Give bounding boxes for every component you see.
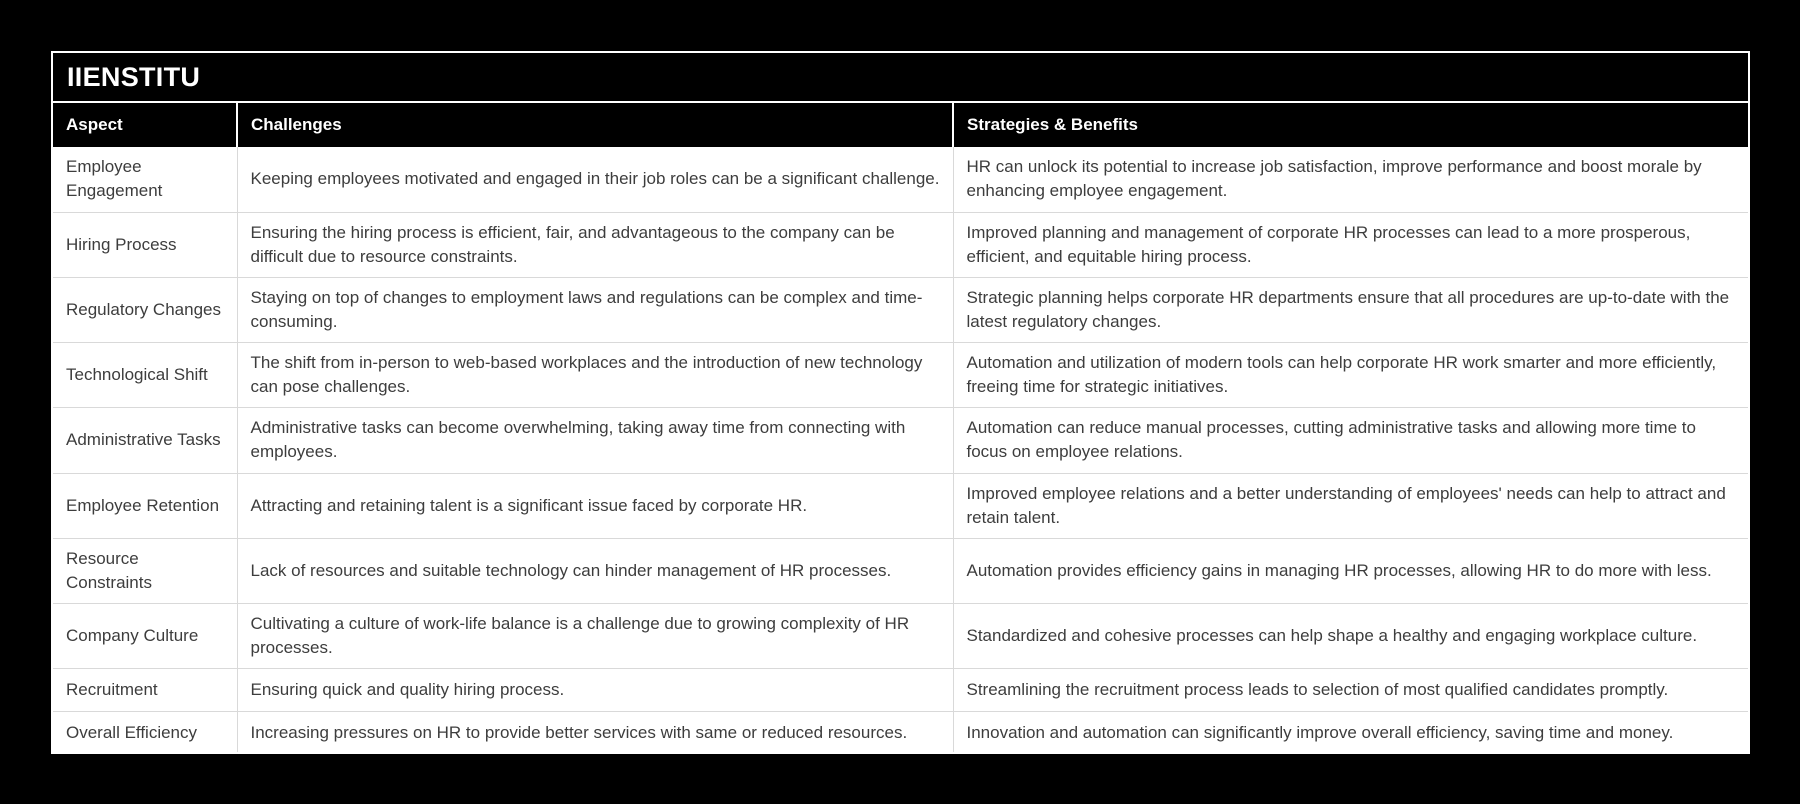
table-header: [53, 103, 1748, 147]
table-row: [53, 604, 1748, 669]
aspect-cell: Overall Efficiency: [53, 712, 237, 754]
table-row: [53, 212, 1748, 277]
strategy-cell: Standardized and cohesive processes can help shape a healthy and engaging workplace culture.: [953, 604, 1748, 669]
challenge-cell: Attracting and retaining talent is a significant issue faced by corporate HR.: [237, 473, 953, 538]
strategy-cell: Improved planning and management of corporate HR processes can lead to a more prosperous, efficient, and equitable hiring process.: [953, 212, 1748, 277]
title-band: [53, 53, 1748, 103]
aspect-cell: Employee Engagement: [53, 147, 237, 212]
column-header-strategies: Strategies & Benefits: [953, 103, 1748, 147]
table-row: [53, 538, 1748, 603]
strategy-cell: Innovation and automation can significantly improve overall efficiency, saving time and money.: [953, 712, 1748, 754]
table-row: [53, 712, 1748, 754]
table-row: [53, 669, 1748, 712]
column-header-aspect: Aspect: [53, 103, 237, 147]
column-header-challenges: Challenges: [237, 103, 953, 147]
page-title: IIENSTITU: [67, 61, 201, 92]
aspect-cell: Technological Shift: [53, 343, 237, 408]
header-row: [53, 103, 1748, 147]
aspect-cell: Company Culture: [53, 604, 237, 669]
table-body: [53, 147, 1748, 754]
table-row: [53, 473, 1748, 538]
strategy-cell: Streamlining the recruitment process leads to selection of most qualified candidates promptly.: [953, 669, 1748, 712]
challenge-cell: Increasing pressures on HR to provide better services with same or reduced resources.: [237, 712, 953, 754]
challenge-cell: Cultivating a culture of work-life balance is a challenge due to growing complexity of HR processes.: [237, 604, 953, 669]
aspect-cell: Resource Constraints: [53, 538, 237, 603]
challenge-cell: Administrative tasks can become overwhelming, taking away time from connecting with employees.: [237, 408, 953, 473]
strategy-cell: Improved employee relations and a better understanding of employees' needs can help to attract and retain talent.: [953, 473, 1748, 538]
aspect-cell: Regulatory Changes: [53, 277, 237, 342]
strategy-cell: Automation provides efficiency gains in managing HR processes, allowing HR to do more with less.: [953, 538, 1748, 603]
aspect-cell: Employee Retention: [53, 473, 237, 538]
challenge-cell: Ensuring the hiring process is efficient, fair, and advantageous to the company can be difficult due to resource constraints.: [237, 212, 953, 277]
strategy-cell: HR can unlock its potential to increase job satisfaction, improve performance and boost morale by enhancing employee engagement.: [953, 147, 1748, 212]
challenge-cell: The shift from in-person to web-based workplaces and the introduction of new technology can pose challenges.: [237, 343, 953, 408]
table-row: [53, 343, 1748, 408]
table-row: [53, 277, 1748, 342]
table-card: [51, 51, 1750, 754]
aspect-cell: Administrative Tasks: [53, 408, 237, 473]
hr-challenges-table: [53, 103, 1748, 754]
aspect-cell: Hiring Process: [53, 212, 237, 277]
strategy-cell: Strategic planning helps corporate HR departments ensure that all procedures are up-to-date with the latest regulatory changes.: [953, 277, 1748, 342]
challenge-cell: Lack of resources and suitable technology can hinder management of HR processes.: [237, 538, 953, 603]
table-row: [53, 408, 1748, 473]
strategy-cell: Automation can reduce manual processes, cutting administrative tasks and allowing more time to focus on employee relations.: [953, 408, 1748, 473]
challenge-cell: Keeping employees motivated and engaged in their job roles can be a significant challenge.: [237, 147, 953, 212]
challenge-cell: Staying on top of changes to employment laws and regulations can be complex and time-consuming.: [237, 277, 953, 342]
aspect-cell: Recruitment: [53, 669, 237, 712]
table-row: [53, 147, 1748, 212]
strategy-cell: Automation and utilization of modern tools can help corporate HR work smarter and more efficiently, freeing time for strategic initiatives.: [953, 343, 1748, 408]
challenge-cell: Ensuring quick and quality hiring process.: [237, 669, 953, 712]
